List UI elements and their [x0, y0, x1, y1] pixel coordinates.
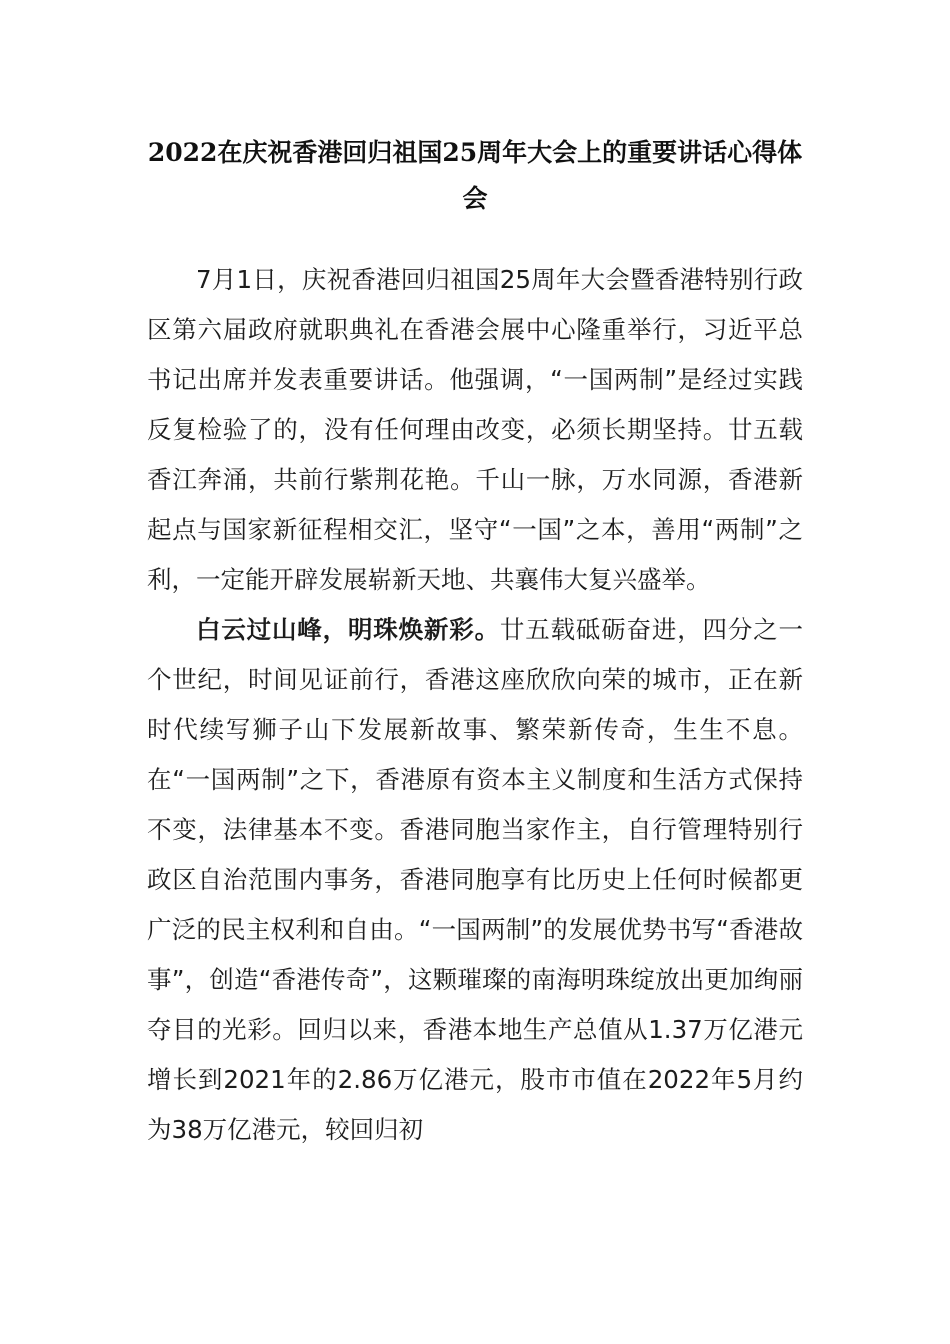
- paragraph-1-text: 7月1日，庆祝香港回归祖国25周年大会暨香港特别行政区第六届政府就职典礼在香港会展中心隆重举行，习近平总书记出席并发表重要讲话。他强调，“一国两制”是经过实践反复检验了的，没有任何理由改变，必须长期坚持。廿五载香江奔涌，共前行紫荆花艳。千山一脉，万水同源，香港新起点与国家新征程相交汇，坚守“一国”之本，善用“两制”之利，一定能开辟发展崭新天地、共襄伟大复兴盛举。: [147, 265, 803, 594]
- paragraph-2-text: 廿五载砥砺奋进，四分之一个世纪，时间见证前行，香港这座欣欣向荣的城市，正在新时代续写狮子山下发展新故事、繁荣新传奇，生生不息。在“一国两制”之下，香港原有资本主义制度和生活方式保持不变，法律基本不变。香港同胞当家作主，自行管理特别行政区自治范围内事务，香港同胞享有比历史上任何时候都更广泛的民主权利和自由。“一国两制”的发展优势书写“香港故事”，创造“香港传奇”，这颗璀璨的南海明珠绽放出更加绚丽夺目的光彩。回归以来，香港本地生产总值从1.37万亿港元增长到2021年的2.86万亿港元，股市市值在2022年5月约为38万亿港元，较回归初: [147, 615, 804, 1144]
- paragraph-2-lead: 白云过山峰，明珠焕新彩。: [196, 615, 500, 644]
- document-title: 2022在庆祝香港回归祖国25周年大会上的重要讲话心得体会: [147, 138, 803, 213]
- paragraph-2: [147, 605, 803, 1155]
- document-body: [147, 255, 803, 1155]
- paragraph-1: [147, 255, 803, 605]
